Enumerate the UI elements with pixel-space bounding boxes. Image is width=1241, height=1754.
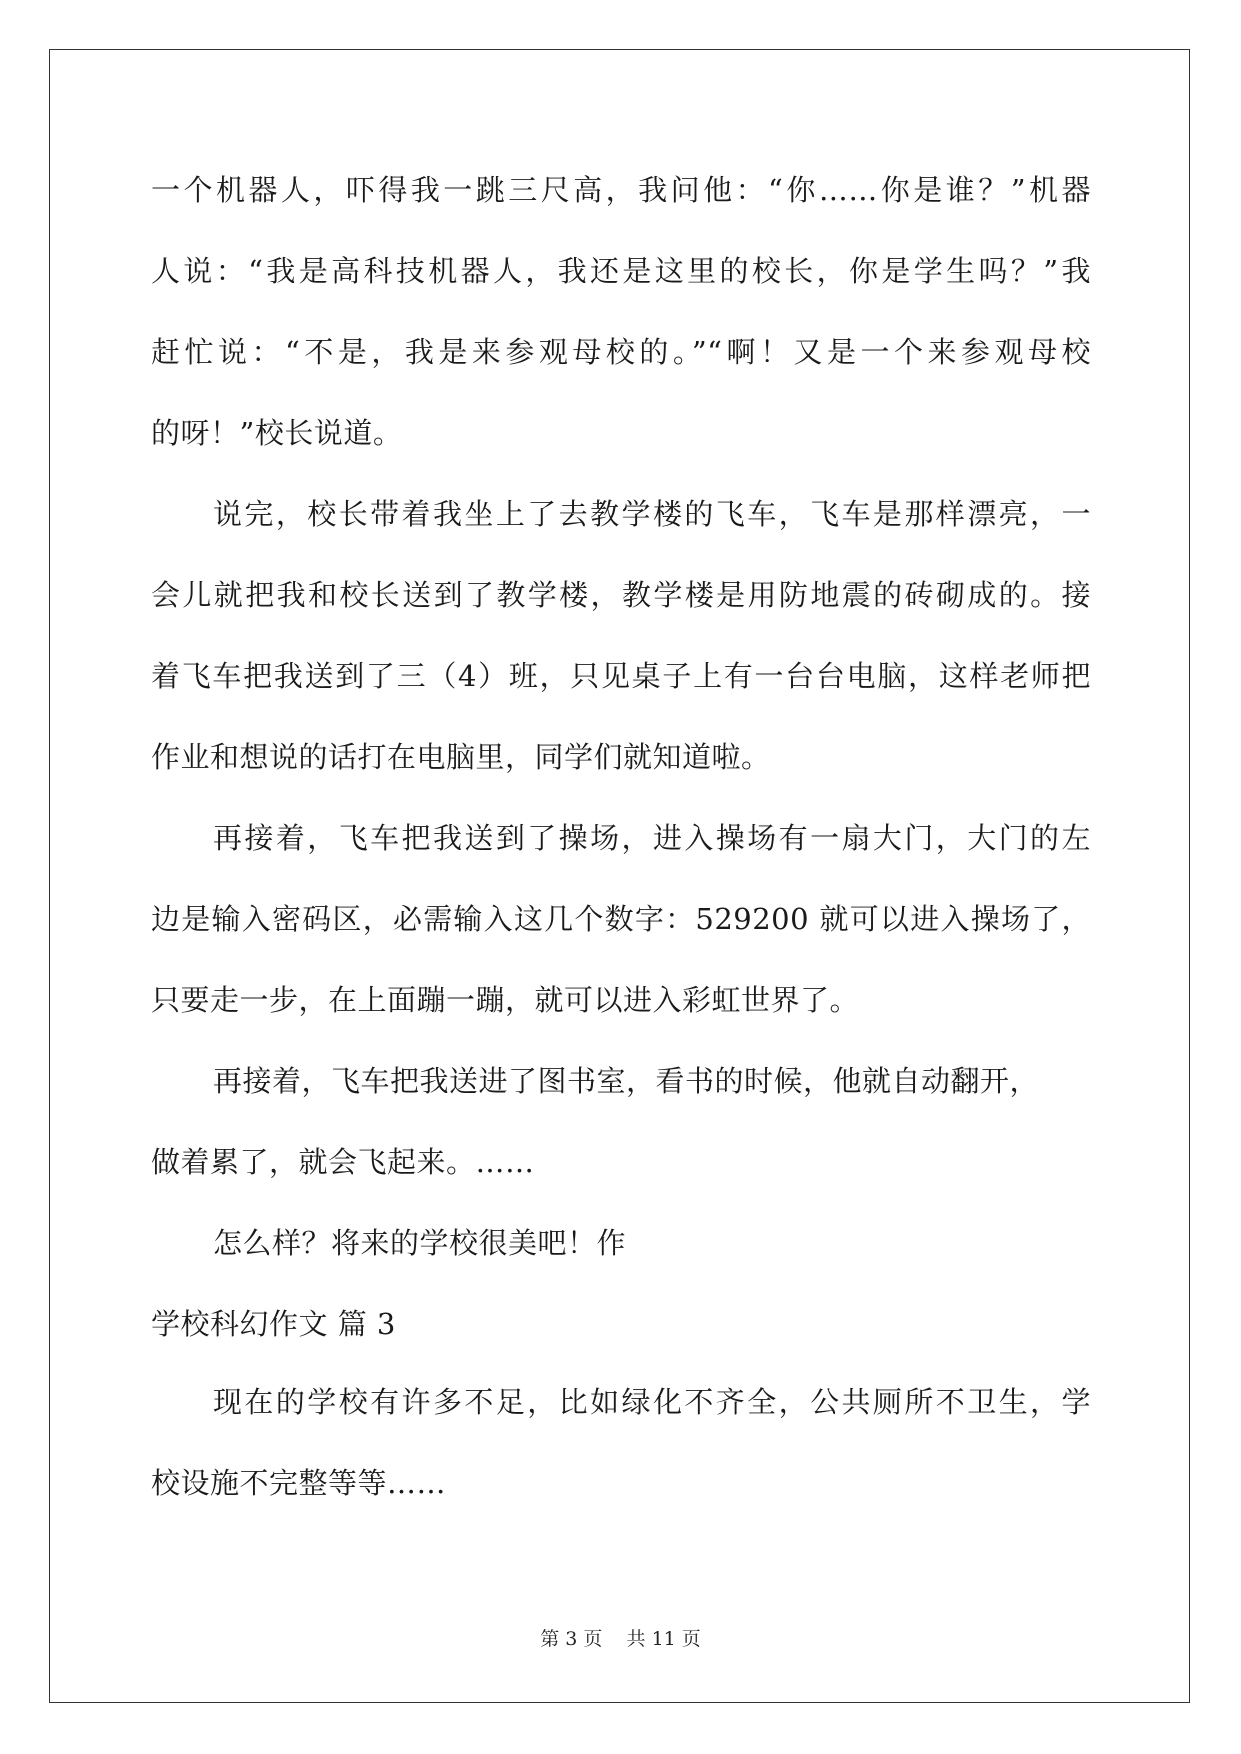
page-number: 第 3 页 (540, 1628, 603, 1650)
page-total: 共 11 页 (626, 1628, 701, 1650)
paragraph-first-line: 说完，校长带着我坐上了去教学楼的飞车，飞车是那样漂亮，一 (213, 497, 1091, 531)
paragraph-first-line: 现在的学校有许多不足，比如绿化不齐全，公共厕所不卫生，学 (213, 1385, 1091, 1419)
text-line: 着飞车把我送到了三（4）班，只见桌子上有一台台电脑，这样老师把 (151, 659, 1091, 693)
paragraph-first-line: 怎么样？将来的学校很美吧！作 (213, 1226, 627, 1260)
section-heading: 学校科幻作文 篇 3 (151, 1307, 396, 1341)
text-line: 边是输入密码区，必需输入这几个数字：529200 就可以进入操场了， (151, 902, 1091, 936)
paragraph-first-line: 再接着，飞车把我送进了图书室，看书的时候，他就自动翻开， (213, 1064, 1040, 1098)
document-body (151, 158, 1091, 1532)
text-line: 赶忙说：“不是，我是来参观母校的。”“啊！又是一个来参观母校 (151, 335, 1091, 369)
text-line: 会儿就把我和校长送到了教学楼，教学楼是用防地震的砖砌成的。接 (151, 578, 1091, 612)
page-footer (0, 1624, 1241, 1651)
text-line: 的呀！”校长说道。 (151, 416, 403, 450)
text-line: 作业和想说的话打在电脑里，同学们就知道啦。 (151, 740, 771, 774)
text-line: 做着累了，就会飞起来。…… (151, 1145, 535, 1179)
text-line: 校设施不完整等等…… (151, 1466, 447, 1500)
text-line: 人说：“我是高科技机器人，我还是这里的校长，你是学生吗？”我 (151, 254, 1091, 288)
text-line: 一个机器人，吓得我一跳三尺高，我问他：“你……你是谁？”机器 (151, 173, 1091, 207)
paragraph-first-line: 再接着，飞车把我送到了操场，进入操场有一扇大门，大门的左 (213, 821, 1091, 855)
text-line: 只要走一步，在上面蹦一蹦，就可以进入彩虹世界了。 (151, 983, 860, 1017)
